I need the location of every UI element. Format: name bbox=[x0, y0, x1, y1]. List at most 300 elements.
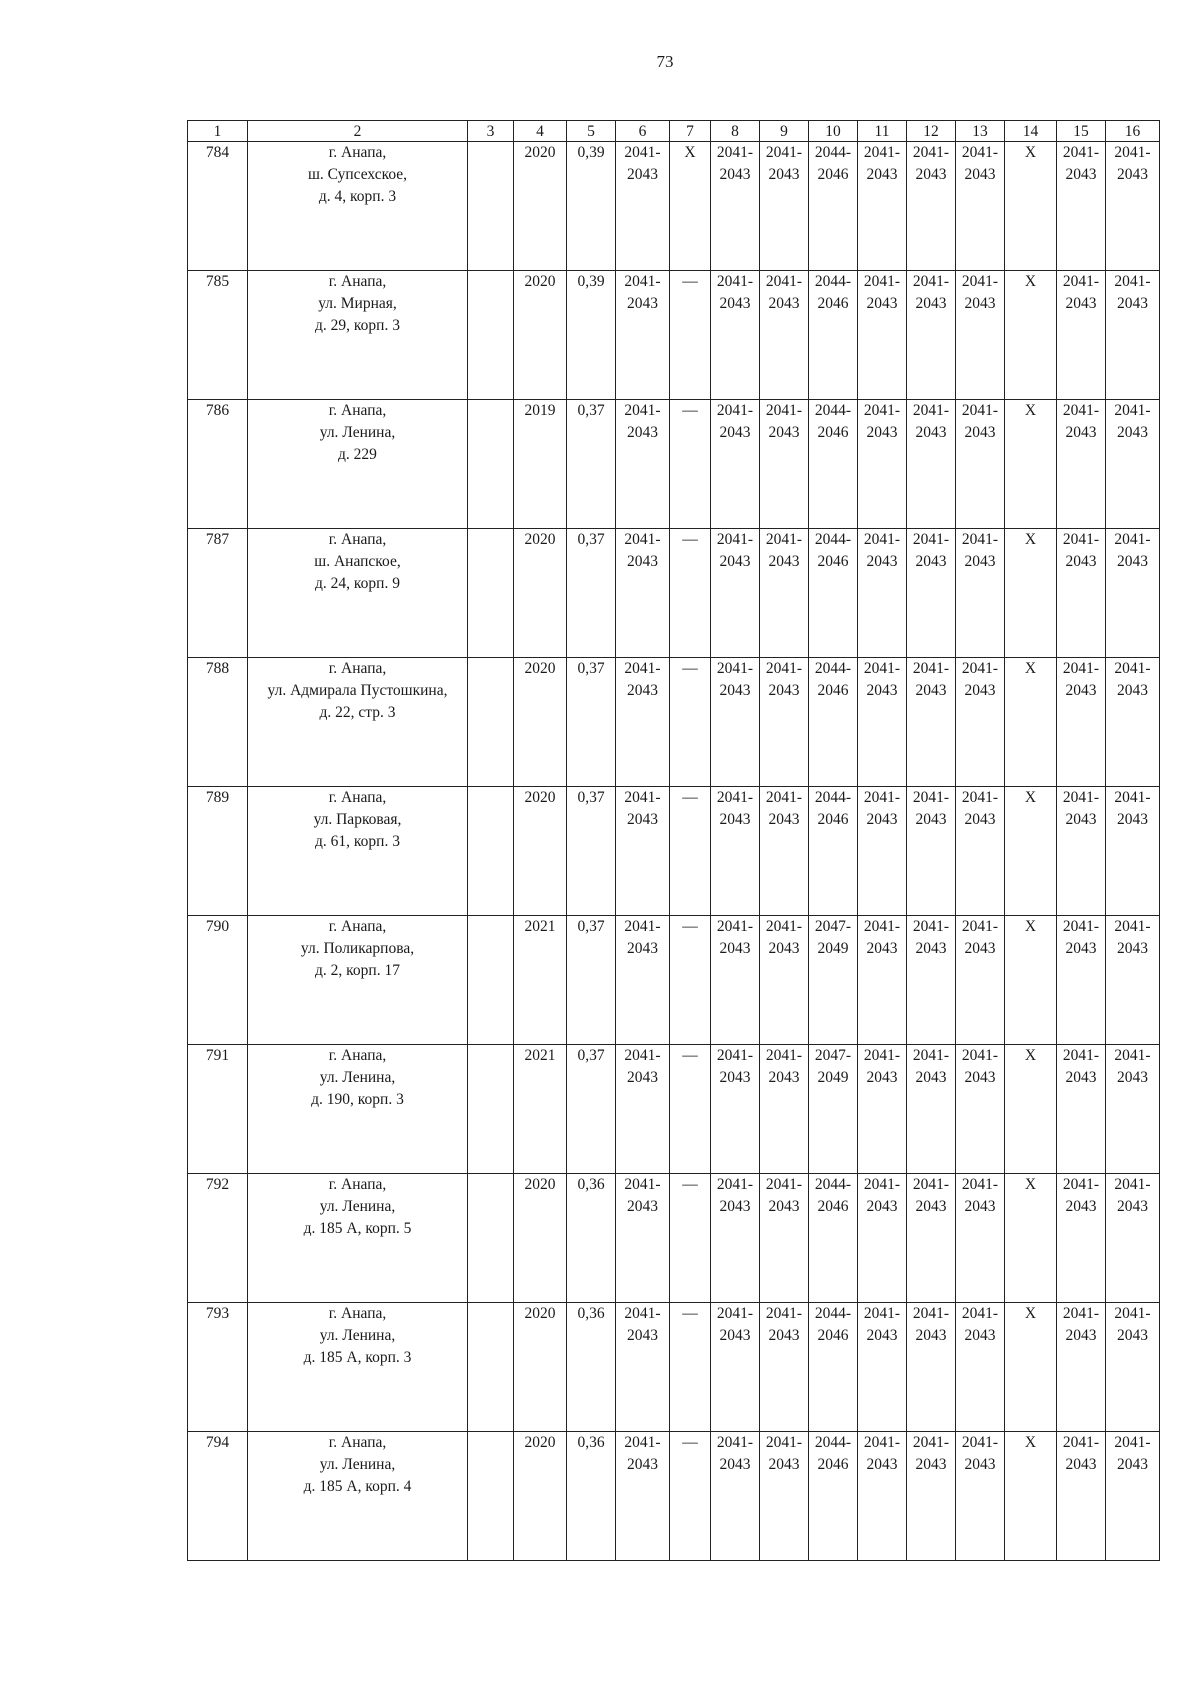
address-cell bbox=[248, 658, 468, 787]
period-line: 2041- bbox=[716, 402, 754, 419]
cell-col-7: — bbox=[670, 1303, 711, 1432]
table-row bbox=[188, 529, 1160, 658]
column-number-9: 9 bbox=[760, 121, 809, 142]
cell-col-6 bbox=[616, 1432, 670, 1561]
period-line: 2043 bbox=[915, 682, 947, 699]
period-line: 2043 bbox=[627, 553, 658, 570]
column-number-8: 8 bbox=[711, 121, 760, 142]
period-line: 2043 bbox=[866, 166, 898, 183]
address-line: ул. Ленина, bbox=[319, 424, 396, 441]
column-number-2: 2 bbox=[248, 121, 468, 142]
period-line: 2041- bbox=[863, 273, 901, 290]
period-line: 2043 bbox=[1065, 1069, 1097, 1086]
period-line: 2043 bbox=[768, 682, 800, 699]
period-line: 2046 bbox=[817, 811, 849, 828]
cell-col-4: 2019 bbox=[514, 400, 567, 529]
cell-col-11 bbox=[858, 400, 907, 529]
cell-col-4: 2020 bbox=[514, 142, 567, 271]
column-number-7: 7 bbox=[670, 121, 711, 142]
cell-col-7: — bbox=[670, 787, 711, 916]
period-line: 2043 bbox=[1117, 166, 1148, 183]
address-line: ул. Ленина, bbox=[319, 1456, 396, 1473]
period-line: 2043 bbox=[964, 424, 996, 441]
cell-col-16 bbox=[1106, 1432, 1160, 1561]
cell-col-15 bbox=[1057, 271, 1106, 400]
period-line: 2041- bbox=[716, 1047, 754, 1064]
period-line: 2043 bbox=[1117, 811, 1148, 828]
column-number-3: 3 bbox=[468, 121, 514, 142]
period-line: 2041- bbox=[1114, 660, 1151, 677]
cell-col-3 bbox=[468, 658, 514, 787]
cell-col-5: 0,37 bbox=[567, 1045, 616, 1174]
row-number: 787 bbox=[188, 529, 248, 658]
address-line: г. Анапа, bbox=[328, 918, 387, 935]
period-line: 2043 bbox=[866, 1327, 898, 1344]
period-line: 2041- bbox=[1114, 918, 1151, 935]
row-number: 793 bbox=[188, 1303, 248, 1432]
cell-col-6 bbox=[616, 787, 670, 916]
column-number-4: 4 bbox=[514, 121, 567, 142]
period-line: 2041- bbox=[1062, 1047, 1100, 1064]
cell-col-16 bbox=[1106, 658, 1160, 787]
address-line: ул. Ленина, bbox=[319, 1327, 396, 1344]
cell-col-9 bbox=[760, 1432, 809, 1561]
period-line: 2041- bbox=[624, 273, 661, 290]
period-line: 2041- bbox=[961, 789, 999, 806]
row-number: 792 bbox=[188, 1174, 248, 1303]
period-line: 2043 bbox=[1065, 424, 1097, 441]
period-line: 2041- bbox=[1062, 660, 1100, 677]
cell-col-4: 2021 bbox=[514, 916, 567, 1045]
cell-col-12 bbox=[907, 1303, 956, 1432]
period-line: 2041- bbox=[716, 1434, 754, 1451]
cell-col-8 bbox=[711, 400, 760, 529]
row-number: 788 bbox=[188, 658, 248, 787]
cell-col-8 bbox=[711, 916, 760, 1045]
period-line: 2041- bbox=[624, 918, 661, 935]
period-line: 2043 bbox=[915, 424, 947, 441]
period-line: 2041- bbox=[1114, 1176, 1151, 1193]
period-line: 2047- bbox=[814, 1047, 852, 1064]
cell-col-13 bbox=[956, 1045, 1005, 1174]
address-line: ул. Ленина, bbox=[319, 1198, 396, 1215]
cell-col-10 bbox=[809, 1303, 858, 1432]
cell-col-10 bbox=[809, 658, 858, 787]
period-line: 2041- bbox=[912, 789, 950, 806]
period-line: 2043 bbox=[719, 553, 751, 570]
period-line: 2043 bbox=[1117, 1069, 1148, 1086]
period-line: 2043 bbox=[915, 553, 947, 570]
cell-col-12 bbox=[907, 1045, 956, 1174]
cell-col-6 bbox=[616, 1045, 670, 1174]
period-line: 2041- bbox=[716, 531, 754, 548]
period-line: 2041- bbox=[1062, 1305, 1100, 1322]
cell-col-3 bbox=[468, 1045, 514, 1174]
column-number-14: 14 bbox=[1005, 121, 1057, 142]
period-line: 2043 bbox=[768, 1069, 800, 1086]
table-row bbox=[188, 400, 1160, 529]
period-line: 2043 bbox=[1065, 1456, 1097, 1473]
period-line: 2043 bbox=[627, 166, 658, 183]
cell-col-3 bbox=[468, 529, 514, 658]
period-line: 2043 bbox=[719, 1198, 751, 1215]
period-line: 2041- bbox=[1062, 918, 1100, 935]
cell-col-8 bbox=[711, 529, 760, 658]
period-line: 2043 bbox=[627, 295, 658, 312]
address-line: г. Анапа, bbox=[328, 273, 387, 290]
cell-col-10 bbox=[809, 529, 858, 658]
period-line: 2041- bbox=[961, 1434, 999, 1451]
cell-col-9 bbox=[760, 1045, 809, 1174]
period-line: 2043 bbox=[1117, 295, 1148, 312]
cell-col-14: Х bbox=[1005, 400, 1057, 529]
period-line: 2041- bbox=[961, 402, 999, 419]
period-line: 2041- bbox=[716, 918, 754, 935]
cell-col-16 bbox=[1106, 142, 1160, 271]
period-line: 2041- bbox=[716, 273, 754, 290]
period-line: 2043 bbox=[768, 553, 800, 570]
period-line: 2041- bbox=[716, 789, 754, 806]
cell-col-14: Х bbox=[1005, 142, 1057, 271]
cell-col-13 bbox=[956, 916, 1005, 1045]
cell-col-15 bbox=[1057, 1045, 1106, 1174]
period-line: 2041- bbox=[765, 1434, 803, 1451]
period-line: 2043 bbox=[866, 1456, 898, 1473]
table-row bbox=[188, 1045, 1160, 1174]
column-number-15: 15 bbox=[1057, 121, 1106, 142]
period-line: 2041- bbox=[716, 1176, 754, 1193]
period-line: 2041- bbox=[1062, 531, 1100, 548]
cell-col-5: 0,37 bbox=[567, 400, 616, 529]
period-line: 2041- bbox=[716, 1305, 754, 1322]
cell-col-16 bbox=[1106, 400, 1160, 529]
table-body bbox=[188, 142, 1160, 1561]
cell-col-13 bbox=[956, 1432, 1005, 1561]
period-line: 2043 bbox=[768, 295, 800, 312]
period-line: 2046 bbox=[817, 295, 849, 312]
period-line: 2049 bbox=[817, 940, 849, 957]
period-line: 2041- bbox=[624, 1176, 661, 1193]
address-line: д. 229 bbox=[338, 446, 377, 463]
column-number-6: 6 bbox=[616, 121, 670, 142]
cell-col-13 bbox=[956, 1174, 1005, 1303]
cell-col-4: 2021 bbox=[514, 1045, 567, 1174]
cell-col-13 bbox=[956, 400, 1005, 529]
cell-col-3 bbox=[468, 1174, 514, 1303]
period-line: 2041- bbox=[765, 789, 803, 806]
cell-col-16 bbox=[1106, 271, 1160, 400]
period-line: 2041- bbox=[912, 531, 950, 548]
period-line: 2046 bbox=[817, 1198, 849, 1215]
period-line: 2043 bbox=[1117, 424, 1148, 441]
address-cell bbox=[248, 1174, 468, 1303]
period-line: 2043 bbox=[866, 1069, 898, 1086]
period-line: 2046 bbox=[817, 424, 849, 441]
address-line: ш. Супсехское, bbox=[307, 166, 408, 183]
period-line: 2041- bbox=[1114, 1434, 1151, 1451]
address-line: д. 185 А, корп. 4 bbox=[303, 1478, 412, 1495]
address-line: г. Анапа, bbox=[328, 402, 387, 419]
period-line: 2043 bbox=[1117, 1456, 1148, 1473]
cell-col-6 bbox=[616, 658, 670, 787]
cell-col-9 bbox=[760, 142, 809, 271]
column-number-13: 13 bbox=[956, 121, 1005, 142]
period-line: 2041- bbox=[716, 144, 754, 161]
period-line: 2044- bbox=[814, 1434, 852, 1451]
cell-col-14: Х bbox=[1005, 1432, 1057, 1561]
cell-col-16 bbox=[1106, 916, 1160, 1045]
period-line: 2043 bbox=[768, 940, 800, 957]
cell-col-7: — bbox=[670, 529, 711, 658]
cell-col-11 bbox=[858, 1174, 907, 1303]
period-line: 2043 bbox=[768, 811, 800, 828]
period-line: 2041- bbox=[912, 273, 950, 290]
period-line: 2041- bbox=[624, 660, 661, 677]
cell-col-14: Х bbox=[1005, 1045, 1057, 1174]
row-number: 785 bbox=[188, 271, 248, 400]
period-line: 2047- bbox=[814, 918, 852, 935]
cell-col-3 bbox=[468, 787, 514, 916]
period-line: 2041- bbox=[1114, 1305, 1151, 1322]
cell-col-9 bbox=[760, 1303, 809, 1432]
period-line: 2041- bbox=[765, 531, 803, 548]
period-line: 2043 bbox=[719, 166, 751, 183]
cell-col-9 bbox=[760, 529, 809, 658]
period-line: 2041- bbox=[961, 144, 999, 161]
period-line: 2041- bbox=[765, 1047, 803, 1064]
period-line: 2044- bbox=[814, 531, 852, 548]
cell-col-13 bbox=[956, 142, 1005, 271]
cell-col-7: — bbox=[670, 271, 711, 400]
row-number: 784 bbox=[188, 142, 248, 271]
period-line: 2041- bbox=[863, 531, 901, 548]
period-line: 2043 bbox=[1117, 1327, 1148, 1344]
cell-col-15 bbox=[1057, 529, 1106, 658]
cell-col-15 bbox=[1057, 787, 1106, 916]
period-line: 2043 bbox=[964, 1456, 996, 1473]
address-cell bbox=[248, 529, 468, 658]
period-line: 2041- bbox=[961, 1047, 999, 1064]
cell-col-9 bbox=[760, 787, 809, 916]
cell-col-13 bbox=[956, 1303, 1005, 1432]
cell-col-5: 0,37 bbox=[567, 658, 616, 787]
period-line: 2041- bbox=[1062, 273, 1100, 290]
cell-col-12 bbox=[907, 142, 956, 271]
period-line: 2043 bbox=[866, 553, 898, 570]
period-line: 2043 bbox=[1065, 811, 1097, 828]
address-line: г. Анапа, bbox=[328, 660, 387, 677]
cell-col-7: — bbox=[670, 916, 711, 1045]
period-line: 2041- bbox=[624, 1434, 661, 1451]
cell-col-6 bbox=[616, 142, 670, 271]
cell-col-4: 2020 bbox=[514, 529, 567, 658]
period-line: 2041- bbox=[912, 402, 950, 419]
address-cell bbox=[248, 1303, 468, 1432]
cell-col-3 bbox=[468, 1303, 514, 1432]
period-line: 2041- bbox=[624, 144, 661, 161]
period-line: 2041- bbox=[863, 402, 901, 419]
period-line: 2043 bbox=[964, 811, 996, 828]
period-line: 2043 bbox=[768, 1327, 800, 1344]
period-line: 2043 bbox=[719, 295, 751, 312]
cell-col-15 bbox=[1057, 916, 1106, 1045]
period-line: 2041- bbox=[912, 1176, 950, 1193]
cell-col-6 bbox=[616, 529, 670, 658]
address-line: г. Анапа, bbox=[328, 531, 387, 548]
period-line: 2043 bbox=[1065, 682, 1097, 699]
column-number-5: 5 bbox=[567, 121, 616, 142]
period-line: 2041- bbox=[961, 531, 999, 548]
address-cell bbox=[248, 787, 468, 916]
cell-col-16 bbox=[1106, 787, 1160, 916]
cell-col-13 bbox=[956, 271, 1005, 400]
cell-col-5: 0,36 bbox=[567, 1174, 616, 1303]
cell-col-11 bbox=[858, 529, 907, 658]
address-line: д. 4, корп. 3 bbox=[318, 188, 397, 205]
period-line: 2043 bbox=[719, 1456, 751, 1473]
cell-col-14: Х bbox=[1005, 271, 1057, 400]
cell-col-10 bbox=[809, 1174, 858, 1303]
cell-col-4: 2020 bbox=[514, 1174, 567, 1303]
period-line: 2041- bbox=[1114, 144, 1151, 161]
period-line: 2043 bbox=[719, 424, 751, 441]
period-line: 2041- bbox=[961, 1176, 999, 1193]
period-line: 2041- bbox=[912, 144, 950, 161]
period-line: 2044- bbox=[814, 1176, 852, 1193]
table-row bbox=[188, 1303, 1160, 1432]
period-line: 2043 bbox=[768, 1198, 800, 1215]
period-line: 2043 bbox=[915, 1069, 947, 1086]
address-line: ул. Адмирала Пустошкина, bbox=[267, 682, 448, 699]
period-line: 2043 bbox=[627, 1327, 658, 1344]
address-line: ул. Мирная, bbox=[318, 295, 397, 312]
period-line: 2041- bbox=[1062, 789, 1100, 806]
period-line: 2043 bbox=[915, 1456, 947, 1473]
period-line: 2041- bbox=[912, 1047, 950, 1064]
address-line: г. Анапа, bbox=[328, 1305, 387, 1322]
cell-col-13 bbox=[956, 787, 1005, 916]
cell-col-9 bbox=[760, 916, 809, 1045]
period-line: 2041- bbox=[912, 1434, 950, 1451]
cell-col-6 bbox=[616, 916, 670, 1045]
cell-col-4: 2020 bbox=[514, 1303, 567, 1432]
period-line: 2041- bbox=[863, 789, 901, 806]
period-line: 2041- bbox=[765, 660, 803, 677]
period-line: 2044- bbox=[814, 144, 852, 161]
cell-col-15 bbox=[1057, 142, 1106, 271]
period-line: 2041- bbox=[716, 660, 754, 677]
cell-col-9 bbox=[760, 658, 809, 787]
cell-col-4: 2020 bbox=[514, 787, 567, 916]
address-line: г. Анапа, bbox=[328, 1176, 387, 1193]
cell-col-14: Х bbox=[1005, 1174, 1057, 1303]
cell-col-7: Х bbox=[670, 142, 711, 271]
cell-col-8 bbox=[711, 1303, 760, 1432]
period-line: 2046 bbox=[817, 553, 849, 570]
period-line: 2041- bbox=[863, 660, 901, 677]
period-line: 2043 bbox=[719, 1327, 751, 1344]
period-line: 2046 bbox=[817, 1456, 849, 1473]
period-line: 2043 bbox=[866, 940, 898, 957]
address-cell bbox=[248, 1045, 468, 1174]
cell-col-11 bbox=[858, 1432, 907, 1561]
period-line: 2041- bbox=[765, 273, 803, 290]
cell-col-16 bbox=[1106, 1045, 1160, 1174]
period-line: 2043 bbox=[719, 811, 751, 828]
cell-col-7: — bbox=[670, 1174, 711, 1303]
period-line: 2043 bbox=[964, 682, 996, 699]
cell-col-5: 0,36 bbox=[567, 1303, 616, 1432]
cell-col-13 bbox=[956, 658, 1005, 787]
cell-col-15 bbox=[1057, 400, 1106, 529]
address-line: ул. Ленина, bbox=[319, 1069, 396, 1086]
cell-col-10 bbox=[809, 400, 858, 529]
cell-col-11 bbox=[858, 1045, 907, 1174]
cell-col-9 bbox=[760, 1174, 809, 1303]
cell-col-16 bbox=[1106, 1174, 1160, 1303]
row-number: 791 bbox=[188, 1045, 248, 1174]
period-line: 2041- bbox=[1062, 1176, 1100, 1193]
period-line: 2043 bbox=[964, 553, 996, 570]
cell-col-14: Х bbox=[1005, 1303, 1057, 1432]
period-line: 2043 bbox=[719, 682, 751, 699]
address-line: д. 190, корп. 3 bbox=[311, 1091, 404, 1108]
table-row bbox=[188, 1174, 1160, 1303]
cell-col-7: — bbox=[670, 1045, 711, 1174]
address-line: д. 2, корп. 17 bbox=[315, 962, 400, 979]
period-line: 2043 bbox=[627, 1456, 658, 1473]
cell-col-6 bbox=[616, 400, 670, 529]
address-cell bbox=[248, 400, 468, 529]
cell-col-8 bbox=[711, 787, 760, 916]
period-line: 2043 bbox=[627, 682, 658, 699]
address-cell bbox=[248, 1432, 468, 1561]
period-line: 2044- bbox=[814, 402, 852, 419]
period-line: 2043 bbox=[627, 940, 658, 957]
cell-col-7: — bbox=[670, 658, 711, 787]
period-line: 2041- bbox=[1114, 273, 1151, 290]
cell-col-5: 0,39 bbox=[567, 271, 616, 400]
cell-col-15 bbox=[1057, 1432, 1106, 1561]
cell-col-3 bbox=[468, 142, 514, 271]
address-cell bbox=[248, 271, 468, 400]
cell-col-9 bbox=[760, 271, 809, 400]
period-line: 2046 bbox=[817, 1327, 849, 1344]
period-line: 2043 bbox=[866, 424, 898, 441]
period-line: 2041- bbox=[863, 1047, 901, 1064]
address-line: г. Анапа, bbox=[328, 789, 387, 806]
period-line: 2041- bbox=[961, 918, 999, 935]
period-line: 2043 bbox=[964, 166, 996, 183]
cell-col-5: 0,36 bbox=[567, 1432, 616, 1561]
cell-col-12 bbox=[907, 1432, 956, 1561]
period-line: 2041- bbox=[765, 144, 803, 161]
cell-col-6 bbox=[616, 1174, 670, 1303]
table-row bbox=[188, 787, 1160, 916]
cell-col-12 bbox=[907, 658, 956, 787]
address-cell bbox=[248, 142, 468, 271]
cell-col-8 bbox=[711, 271, 760, 400]
address-line: д. 185 А, корп. 3 bbox=[303, 1349, 412, 1366]
cell-col-4: 2020 bbox=[514, 1432, 567, 1561]
period-line: 2044- bbox=[814, 273, 852, 290]
cell-col-5: 0,37 bbox=[567, 787, 616, 916]
row-number: 790 bbox=[188, 916, 248, 1045]
cell-col-10 bbox=[809, 142, 858, 271]
period-line: 2041- bbox=[765, 402, 803, 419]
table-row bbox=[188, 916, 1160, 1045]
period-line: 2043 bbox=[1065, 1198, 1097, 1215]
